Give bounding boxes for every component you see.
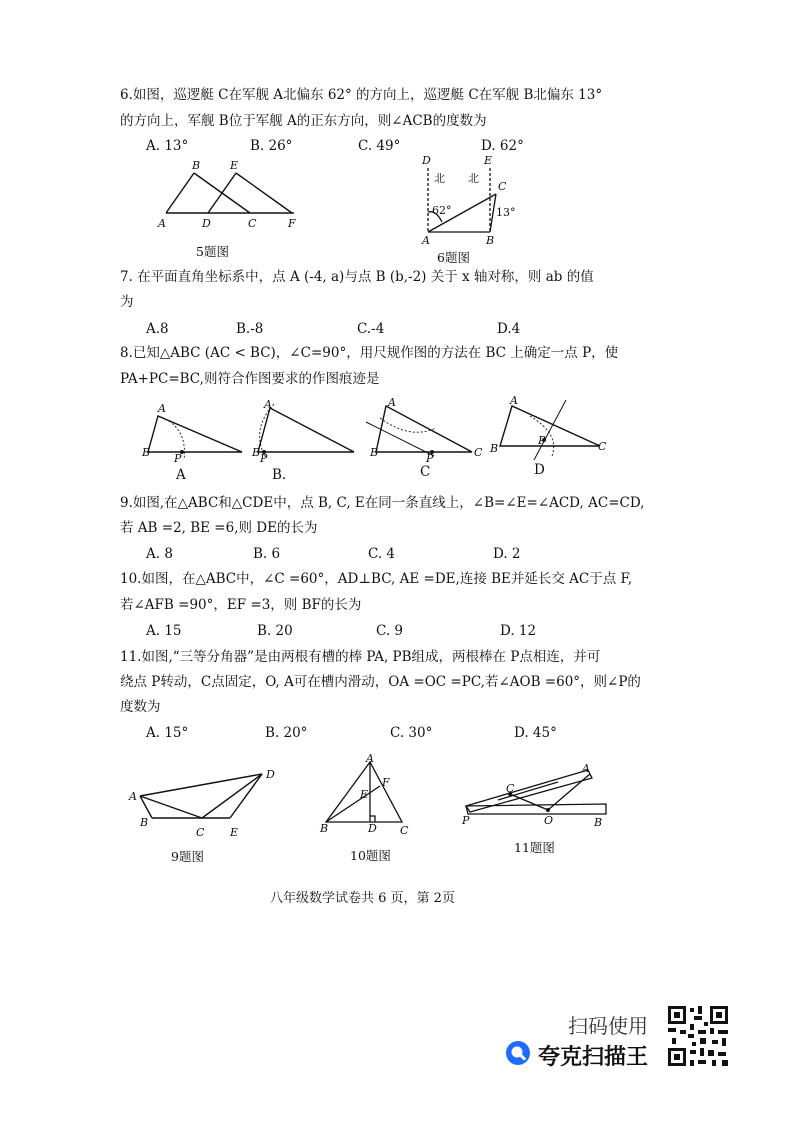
fig6-label-d: D bbox=[422, 154, 431, 167]
q8-option-c-label: C bbox=[420, 464, 431, 480]
q6-stem-line1: 6.如图，巡逻艇 C在军舰 A北偏东 62° 的方向上，巡逻艇 C在军舰 B北偏东 13° bbox=[120, 87, 603, 103]
fig5-label-a: A bbox=[158, 217, 166, 230]
fig6-label-a: A bbox=[422, 234, 430, 247]
fig10-label-d: D bbox=[368, 822, 377, 835]
figure-5 bbox=[150, 155, 310, 235]
fig10-label-e: E bbox=[360, 788, 369, 801]
q6-option-d: D. 62° bbox=[481, 138, 524, 154]
fig10-label-a: A bbox=[366, 752, 374, 765]
fig10-label-f: F bbox=[382, 776, 390, 789]
fig5-label-b: B bbox=[192, 159, 201, 172]
figure-9 bbox=[126, 764, 286, 844]
q10-stem-line2: 若∠AFB =90°，EF =3，则 BF的长为 bbox=[120, 597, 362, 613]
q10-option-c: C. 9 bbox=[376, 623, 404, 639]
fig9-label-c: C bbox=[196, 826, 205, 839]
qr-code-icon[interactable] bbox=[666, 1004, 730, 1068]
fig5-label-c: C bbox=[248, 217, 257, 230]
fig10-label-b: B bbox=[320, 822, 329, 835]
svg-text:A: A bbox=[158, 402, 166, 415]
svg-text:B: B bbox=[370, 446, 379, 459]
fig6-angle-13: 13° bbox=[496, 206, 516, 219]
q11-option-b: B. 20° bbox=[265, 725, 308, 741]
q8-figure-c bbox=[366, 396, 483, 465]
svg-text:P: P bbox=[260, 452, 268, 465]
page-footer: 八年级数学试卷共 6 页，第 2页 bbox=[270, 891, 455, 906]
figure-10 bbox=[316, 752, 416, 842]
q8-option-b-label: B. bbox=[272, 467, 287, 483]
q7-option-d: D.4 bbox=[497, 321, 521, 337]
fig6-north-label-2: 北 bbox=[468, 172, 479, 185]
svg-text:P: P bbox=[174, 452, 182, 465]
fig5-label-d: D bbox=[202, 217, 211, 230]
figure-11 bbox=[458, 762, 618, 836]
scan-to-use-text: 扫码使用 bbox=[568, 1014, 648, 1038]
q8-stem-line1: 8.已知△ABC (AC < BC)，∠C=90°，用尺规作图的方法在 BC 上确定一点 P，使 bbox=[120, 345, 619, 361]
fig6-caption: 6题图 bbox=[437, 250, 470, 265]
q9-option-a: A. 8 bbox=[146, 546, 173, 562]
q8-option-a-label: A bbox=[176, 467, 186, 483]
q8-option-d-label: D bbox=[534, 462, 545, 478]
fig6-label-b: B bbox=[486, 234, 495, 247]
fig10-caption: 10题图 bbox=[350, 848, 391, 863]
svg-text:A: A bbox=[388, 396, 396, 409]
q10-option-d: D. 12 bbox=[500, 623, 537, 639]
fig11-label-a: A bbox=[582, 762, 590, 775]
q9-option-c: C. 4 bbox=[368, 546, 396, 562]
fig6-label-c: C bbox=[498, 180, 507, 193]
q6-option-c: C. 49° bbox=[358, 138, 401, 154]
q8-figure-d bbox=[489, 394, 607, 460]
q8-figure-a bbox=[141, 402, 242, 465]
fig9-caption: 9题图 bbox=[171, 849, 204, 864]
q8-figure-b bbox=[251, 398, 354, 465]
q11-stem-line3: 度数为 bbox=[120, 699, 161, 715]
svg-text:C: C bbox=[474, 446, 483, 459]
svg-text:A: A bbox=[264, 398, 272, 411]
q7-stem-line1: 7. 在平面直角坐标系中，点 A (-4, a)与点 B (b,-2) 关于 x 轴对称，则 ab 的值 bbox=[120, 269, 594, 285]
q11-stem-line2: 绕点 P转动，C点固定，O, A可在槽内滑动，OA =OC =PC,若∠AOB =60°，则∠P的 bbox=[120, 674, 641, 690]
fig9-label-a: A bbox=[129, 790, 137, 803]
svg-text:A: A bbox=[510, 394, 518, 407]
q9-stem-line2: 若 AB =2, BE =6,则 DE的长为 bbox=[120, 520, 318, 536]
fig11-caption: 11题图 bbox=[514, 840, 555, 855]
q10-option-a: A. 15 bbox=[146, 623, 182, 639]
q6-option-b: B. 26° bbox=[250, 138, 293, 154]
q6-stem-line2: 的方向上，军舰 B位于军舰 A的正东方向，则∠ACB的度数为 bbox=[120, 113, 487, 129]
q7-option-a: A.8 bbox=[146, 321, 169, 337]
quark-logo-icon bbox=[505, 1040, 531, 1066]
q9-option-b: B. 6 bbox=[253, 546, 281, 562]
q11-option-d: D. 45° bbox=[514, 725, 557, 741]
fig11-label-b: B bbox=[594, 816, 603, 829]
q8-options-figures bbox=[140, 394, 660, 480]
app-name-text: 夸克扫描王 bbox=[538, 1045, 649, 1070]
fig11-label-o: O bbox=[544, 814, 554, 827]
q10-option-b: B. 20 bbox=[257, 623, 293, 639]
q8-stem-line2: PA+PC=BC,则符合作图要求的作图痕迹是 bbox=[120, 371, 380, 387]
fig6-label-e: E bbox=[484, 154, 493, 167]
q10-stem-line1: 10.如图，在△ABC中，∠C =60°，AD⊥BC, AE =DE,连接 BE并延长交 AC于点 F, bbox=[120, 571, 633, 587]
fig11-label-c: C bbox=[506, 782, 515, 795]
q9-option-d: D. 2 bbox=[493, 546, 521, 562]
svg-text:P: P bbox=[426, 452, 434, 465]
svg-text:B: B bbox=[490, 442, 499, 455]
q11-option-c: C. 30° bbox=[390, 725, 433, 741]
fig9-label-e: E bbox=[230, 826, 239, 839]
fig9-label-b: B bbox=[140, 816, 149, 829]
q9-stem-line1: 9.如图,在△ABC和△CDE中，点 B, C, E在同一条直线上，∠B=∠E=∠ACD, AC=CD, bbox=[120, 495, 645, 511]
fig6-angle-62: 62° bbox=[432, 204, 452, 217]
svg-text:C: C bbox=[598, 440, 607, 453]
q11-stem-line1: 11.如图,“三等分角器”是由两根有槽的棒 PA, PB组成，两根棒在 P点相连，并可 bbox=[120, 649, 601, 665]
svg-text:B: B bbox=[252, 446, 261, 459]
svg-text:B: B bbox=[142, 446, 151, 459]
q7-option-c: C.-4 bbox=[357, 321, 385, 337]
svg-text:P: P bbox=[538, 434, 546, 447]
q7-stem-line2: 为 bbox=[120, 294, 134, 310]
fig5-caption: 5题图 bbox=[196, 244, 229, 259]
fig6-north-label-1: 北 bbox=[434, 172, 445, 185]
fig10-label-c: C bbox=[400, 824, 409, 837]
q11-option-a: A. 15° bbox=[146, 725, 189, 741]
q7-option-b: B.-8 bbox=[236, 321, 264, 337]
fig9-label-d: D bbox=[266, 768, 275, 781]
q6-option-a: A. 13° bbox=[146, 138, 189, 154]
fig5-label-f: F bbox=[288, 217, 296, 230]
fig5-label-e: E bbox=[230, 159, 239, 172]
fig11-label-p: P bbox=[462, 814, 470, 827]
figure-6 bbox=[410, 152, 550, 248]
